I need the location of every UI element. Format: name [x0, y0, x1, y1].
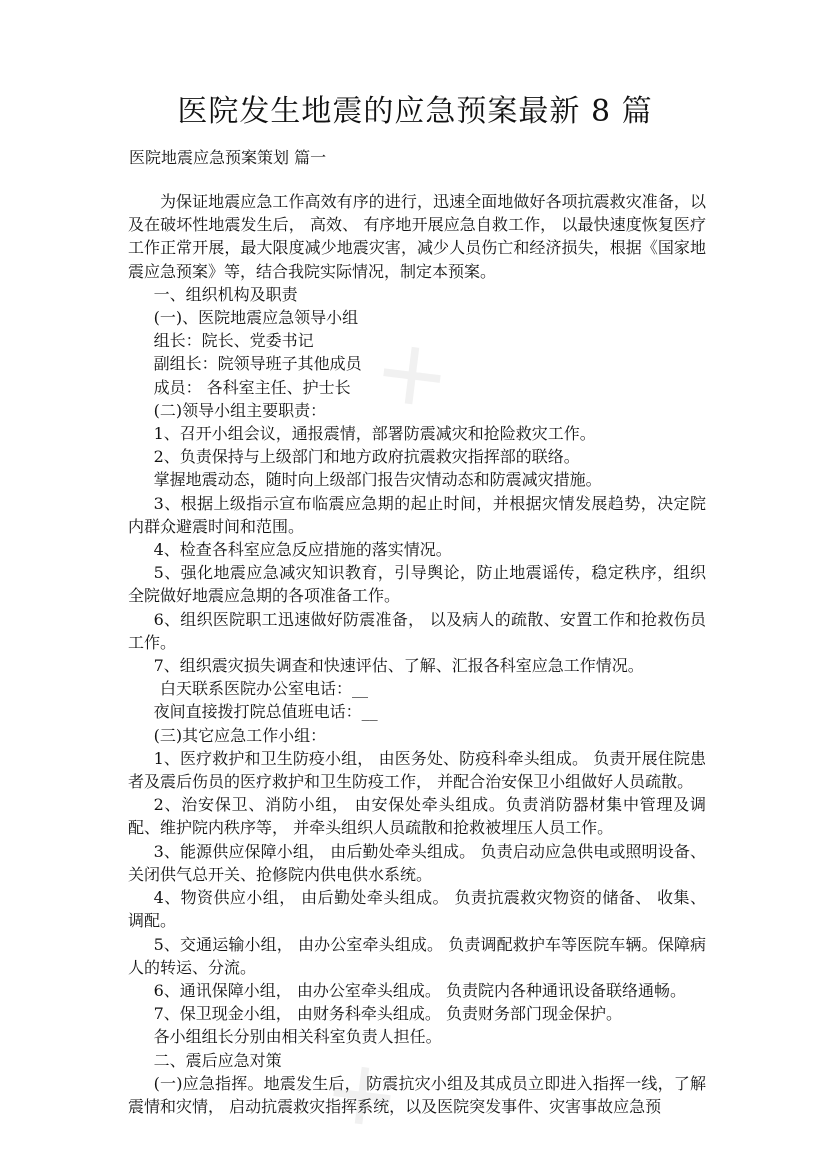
watermark: ✕ [310, 1036, 424, 1154]
list-item: 3、根据上级指示宣布临震应急期的起止时间，并根据灾情发展趋势，决定院内群众避震时间和范围。 [128, 493, 706, 536]
subsection-heading: (一)、医院地震应急领导小组 [153, 308, 359, 328]
list-item: 7、保卫现金小组， 由财务科牵头组成。 负责财务部门现金保护。 [153, 1004, 622, 1024]
subsection-heading: (三)其它应急工作小组： [153, 725, 327, 745]
list-item: 5、强化地震应急减灾知识教育，引导舆论，防止地震谣传，稳定秩序，组织全院做好地震应急期的各项准备工作。 [128, 563, 706, 606]
watermark: ✕ [360, 316, 474, 434]
subsection-heading: (二)领导小组主要职责： [153, 400, 327, 420]
list-item: 5、交通运输小组， 由办公室牵头组成。 负责调配救护车等医院车辆。保障病人的转运、分流。 [128, 934, 706, 977]
list-item: 3、能源供应保障小组， 由后勤处牵头组成。 负责启动应急供电或照明设备、关闭供气总开关、抢修院内供电供水系统。 [128, 841, 706, 884]
contact-line: 白天联系医院办公室电话：__ [160, 679, 369, 699]
list-item: 6、组织医院职工迅速做好防震准备， 以及病人的疏散、安置工作和抢救伤员工作。 [128, 609, 706, 652]
list-item: 2、负责保持与上级部门和地方政府抗震救灾指挥部的联络。 [153, 447, 580, 467]
section-subtitle: 医院地震应急预案策划 篇一 [129, 148, 327, 167]
paragraph: 各小组组长分别由相关科室负责人担任。 [153, 1027, 442, 1047]
list-item: 4、检查各科室应急反应措施的落实情况。 [153, 540, 452, 560]
list-item: 1、医疗救护和卫生防疫小组， 由医务处、防疫科牵头组成。 负责开展住院患者及震后伤员的医疗救护和卫生防疫工作， 并配合治安保卫小组做好人员疏散。 [128, 748, 706, 792]
paragraph: 组长：院长、党委书记 [153, 331, 314, 351]
document-body [128, 190, 706, 1118]
section-heading: 二、震后应急对策 [153, 1050, 282, 1070]
list-item: 6、通讯保障小组， 由办公室牵头组成。 负责院内各种通讯设备联络通畅。 [153, 980, 686, 1000]
paragraph: 副组长：院领导班子其他成员 [153, 354, 362, 374]
list-item: 2、治安保卫、消防小组， 由安保处牵头组成。负责消防器材集中管理及调配、维护院内秩序等， 并牵头组织人员疏散和抢救被埋压人员工作。 [128, 795, 706, 838]
paragraph: 成员： 各科室主任、护士长 [153, 377, 351, 397]
paragraph: 掌握地震动态，随时向上级部门报告灾情动态和防震减灾措施。 [153, 470, 602, 490]
paragraph: (一)应急指挥。地震发生后， 防震抗灾小组及其成员立即进入指挥一线，了解震情和灾情， 启动抗震救灾指挥系统，以及医院突发事件、灾害事故应急预 [128, 1073, 706, 1116]
list-item: 7、组织震灾损失调查和快速评估、了解、汇报各科室应急工作情况。 [153, 656, 644, 676]
page-title: 医院发生地震的应急预案最新 8 篇 [177, 94, 653, 129]
list-item: 1、召开小组会议，通报震情，部署防震减灾和抢险救灾工作。 [153, 424, 596, 444]
paragraph: 为保证地震应急工作高效有序的进行，迅速全面地做好各项抗震救灾准备，以及在破坏性地震发生后， 高效、 有序地开展应急自救工作， 以最快速度恢复医疗工作正常开展，最大限度减少地震灾害，减少人员伤亡和经济损失，根据《国家地震应急预案》等，结合我院实际情况，制定本预案。 [128, 192, 706, 281]
section-heading: 一、组织机构及职责 [153, 284, 298, 304]
list-item: 4、物资供应小组， 由后勤处牵头组成。 负责抗震救灾物资的储备、 收集、调配。 [128, 888, 706, 931]
contact-line: 夜间直接拨打院总值班电话：__ [153, 702, 378, 722]
